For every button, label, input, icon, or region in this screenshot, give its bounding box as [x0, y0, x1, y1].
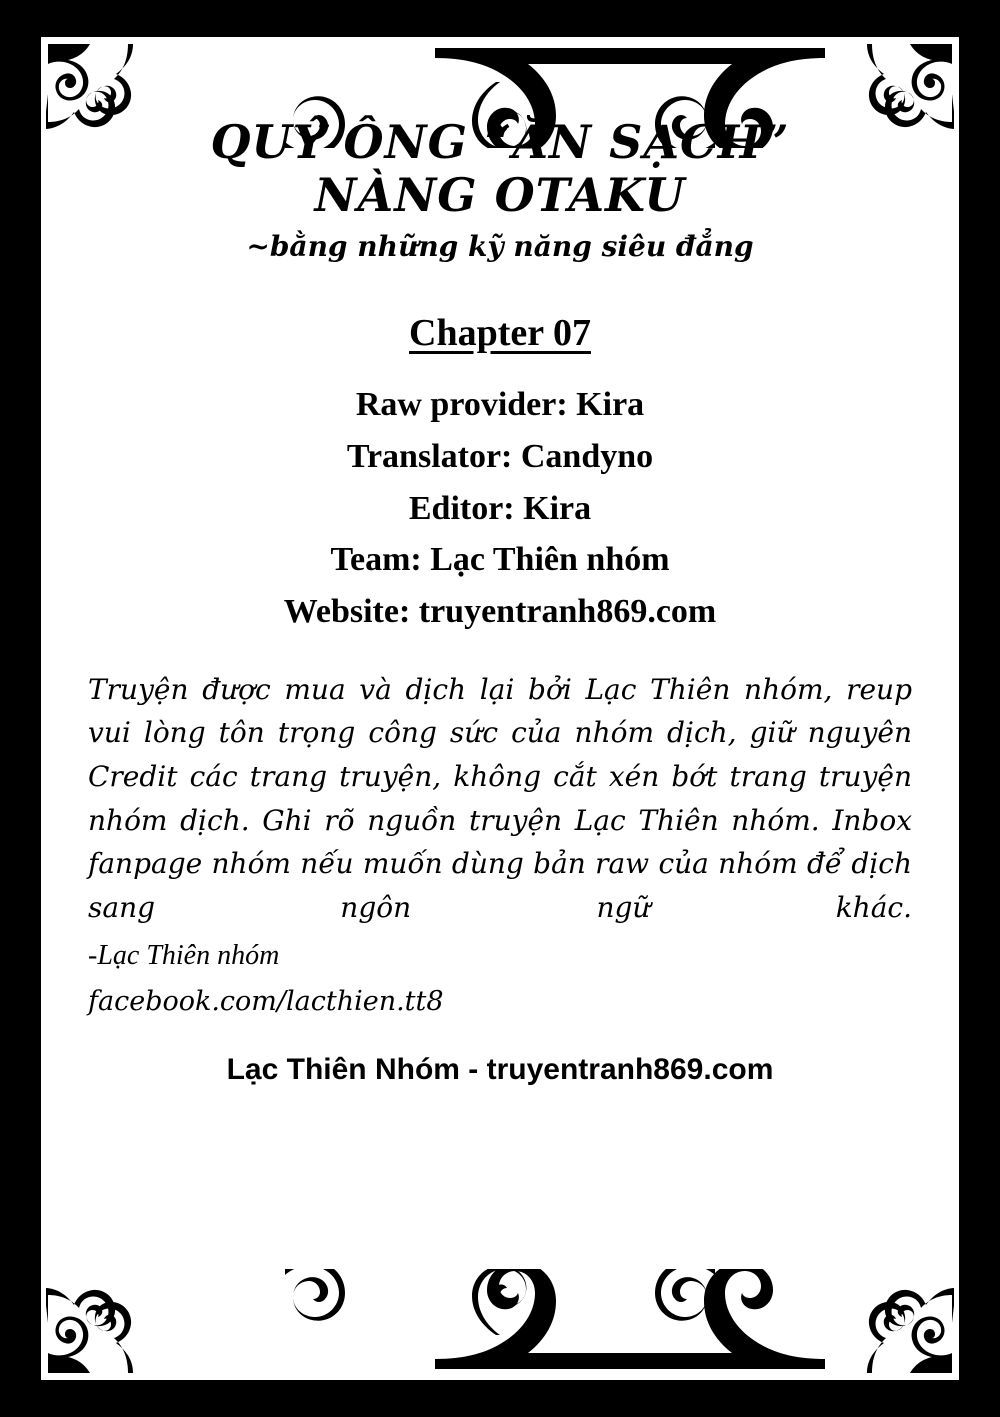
notice-block — [80, 668, 920, 1024]
swirl-band-icon — [175, 1269, 825, 1369]
facebook-link[interactable]: facebook.com/lacthien.tt8 — [88, 986, 444, 1018]
subtitle: ~bằng những kỹ năng siêu đẳng — [246, 229, 754, 263]
chapter-heading: Chapter 07 — [409, 312, 591, 355]
page-content — [80, 60, 920, 1087]
corner-flourish-icon — [46, 1265, 166, 1375]
title-line-1: QUÝ ÔNG “ĂN SẠCH” — [210, 115, 790, 169]
title-line-2: NÀNG OTAKU — [314, 167, 686, 222]
credit-editor: Editor: Kira — [408, 489, 592, 527]
notice-paragraph: Truyện được mua và dịch lại bởi Lạc Thiên nhóm, reup vui lòng tôn trọng công sức của nhóm dịch, giữ nguyên Credit các trang truyện, không cắt xén bớt trang truyện nhóm dịch. Ghi rõ nguồn truyện Lạc Thiên nhóm. Inbox fanpage nhóm nếu muốn dùng bản raw của nhóm để dịch sang ngôn ngữ khác. — [88, 672, 912, 924]
credit-team: Team: Lạc Thiên nhóm — [330, 541, 670, 579]
credits-list — [80, 379, 920, 637]
title-block — [80, 115, 920, 263]
notice-signature: -Lạc Thiên nhóm — [88, 939, 280, 971]
footer-credit: Lạc Thiên Nhóm - truyentranh869.com — [226, 1053, 774, 1087]
credit-website: Website: truyentranh869.com — [283, 592, 717, 630]
credit-translator: Translator: Candyno — [346, 437, 654, 475]
corner-flourish-icon — [834, 1265, 954, 1375]
credit-raw-provider: Raw provider: Kira — [355, 386, 645, 424]
